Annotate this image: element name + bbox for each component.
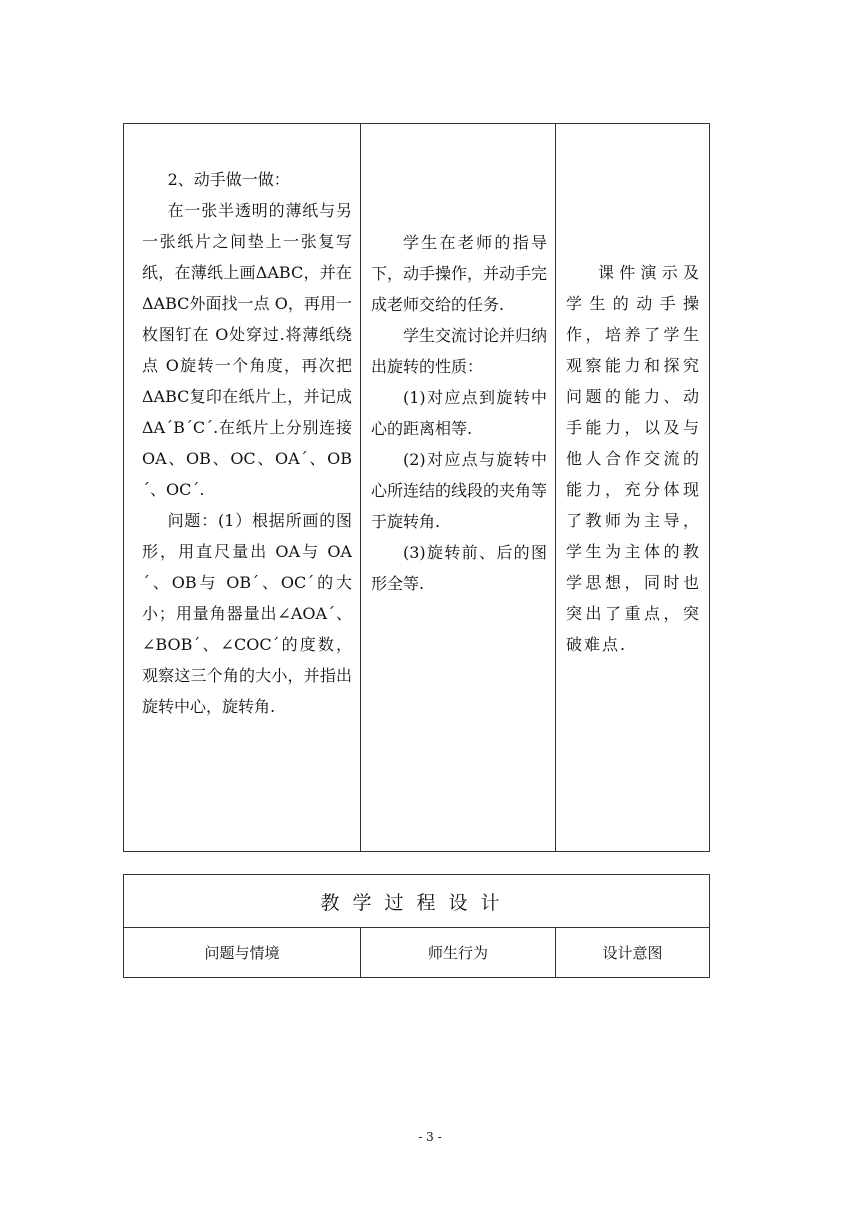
column1-paragraph: 问题：(1）根据所画的图形，用直尺量出 OA与 OA´、OB与 OB´、OC´的大小；用量角器量出∠AOA´、∠BOB´、∠COC´的度数，观察这三个角的大小，并指出旋转中心，旋转角. — [142, 511, 352, 716]
column1-paragraph: 在一张半透明的薄纸与另一张纸片之间垫上一张复写纸，在薄纸上画ΔABC，并在ΔABC外面找一点 O，再用一枚图钉在 O处穿过.将薄纸绕点 O旋转一个角度，再次把ΔABC复印在纸片上，并记成ΔA´B´C´.在纸片上分别连接 OA、OB、OC、OA´、OB´、OC´. — [142, 201, 352, 499]
page-number: - 3 - — [418, 1130, 442, 1144]
design-table — [123, 874, 710, 978]
header-teacher-student-behavior: 师生行为 — [361, 928, 556, 978]
content-row — [124, 124, 710, 852]
header-design-intent: 设计意图 — [556, 928, 710, 978]
header-problem-situation: 问题与情境 — [124, 928, 361, 978]
design-header-row — [124, 928, 710, 978]
column2-paragraph: 学生在老师的指导下，动手操作，并动手完成老师交给的任务. — [371, 233, 548, 314]
column1-heading: 2、动手做一做： — [167, 170, 290, 189]
column3-paragraph: 课件演示及学生的动手操作，培养了学生观察能力和探究问题的能力、动手能力，以及与他人合作交流的能力，充分体现了教师为主导，学生为主体的教学思想，同时也突出了重点，突破难点. — [566, 263, 701, 654]
design-title-row — [124, 875, 710, 928]
column2-cell — [361, 124, 556, 852]
column2-paragraph: (3)旋转前、后的图形全等. — [371, 543, 547, 593]
design-table-title: 教学过程设计 — [124, 875, 710, 928]
column2-paragraph: 学生交流讨论并归纳出旋转的性质： — [371, 326, 548, 376]
content-table — [123, 123, 710, 852]
column2-paragraph: (1)对应点到旋转中心的距离相等. — [371, 388, 547, 438]
column3-cell — [556, 124, 710, 852]
column1-cell — [124, 124, 361, 852]
column2-paragraph: (2)对应点与旋转中心所连结的线段的夹角等于旋转角. — [371, 450, 548, 531]
